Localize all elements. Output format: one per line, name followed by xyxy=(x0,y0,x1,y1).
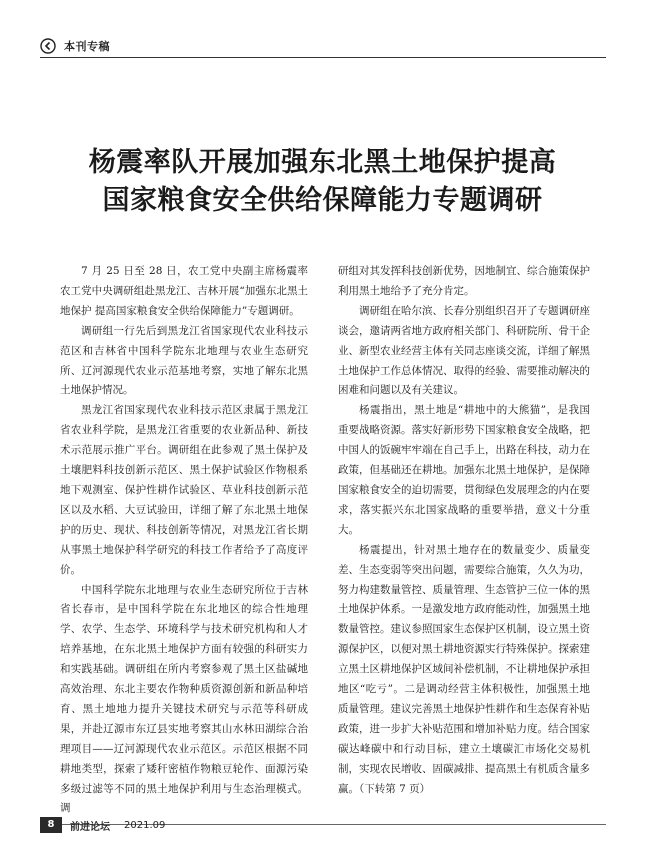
right-column xyxy=(338,262,590,799)
section-label: 本刊专稿 xyxy=(64,40,110,53)
section-header xyxy=(40,38,110,54)
paragraph-continuation: 研组对其发挥科技创新优势，因地制宜、综合施策保护利用黑土地给予了充分肯定。 xyxy=(338,265,590,297)
left-column xyxy=(60,262,308,819)
paragraph: 黑龙江省国家现代农业科技示范区隶属于黑龙江省农业科学院，是黑龙江省重要的农业新品种、新技术示范展示推广平台。调研组在此参观了黑土保护及土壤肥料科技创新示范区、黑土保护试验区作物根系地下观测室、保护性耕作试验区、草业科技创新示范区以及水稻、大豆试验田，详细了解了东北黑土地保护的历史、现状、科技创新等情况，对黑龙江省长期从事黑土地保护科学研究的科技工作者给予了高度评价。 xyxy=(60,404,308,576)
article-title-line-2: 国家粮食安全供给保障能力专题调研 xyxy=(102,185,543,216)
article-title-line-1: 杨震率队开展加强东北黑土地保护提高 xyxy=(88,147,557,178)
paragraph: 7 月 25 日至 28 日，农工党中央副主席杨震率农工党中央调研组赴黑龙江、吉林开展“加强东北黑土地保护 提高国家粮食安全供给保障能力”专题调研。 xyxy=(60,265,308,317)
paragraph: 调研组一行先后到黑龙江省国家现代农业科技示范区和吉林省中国科学院东北地理与农业生态研究所、辽河源现代农业示范基地考察，实地了解东北黑土地保护情况。 xyxy=(60,324,308,397)
paragraph: 中国科学院东北地理与农业生态研究所位于吉林省长春市，是中国科学院在东北地区的综合性地理学、农学、生态学、环境科学与技术研究机构和人才培养基地，在东北黑土地保护方面有较强的科研实力和实践基础。调研组在所内考察参观了黑土区盐碱地高效治理、东北主要农作物种质资源创新和新品种培育、黑土地地力提升关键技术研究与示范等科研成果，并赴辽源市东辽县实地考察其山水林田湖综合治理项目——辽河源现代农业示范区。示范区根据不同耕地类型，探索了矮秆密植作物粮豆轮作、面源污染多级过滤等不同的黑土地保护利用与生态治理模式。调 xyxy=(60,583,308,815)
paragraph: 调研组在哈尔滨、长春分别组织召开了专题调研座谈会，邀请两省地方政府相关部门、科研院所、骨干企业、新型农业经营主体有关同志座谈交流，详细了解黑土地保护工作总体情况、取得的经验、需要推动解决的困难和问题以及有关建议。 xyxy=(338,304,590,397)
section-arrow-icon xyxy=(40,38,56,54)
page-number: 8 xyxy=(40,817,62,833)
paragraph: 杨震提出，针对黑土地存在的数量变少、质量变差、生态变弱等突出问题，需要综合施策，久久为功，努力构建数量管控、质量管理、生态管护三位一体的黑土地保护体系。一是激发地方政府能动性，加强黑土地数量管控。建议参照国家生态保护区机制，设立黑土资源保护区，以便对黑土耕地资源实行特殊保护。探索建立黑土区耕地保护区域间补偿机制，不让耕地保护承担地区“吃亏”。二是调动经营主体积极性，加强黑土地质量管理。建议完善黑土地保护性耕作和生态保育补贴政策，进一步扩大补贴范围和增加补贴力度。结合国家碳达峰碳中和行动目标，建立土壤碳汇市场化交易机制，实现农民增收、固碳减排、提高黑土有机质含量多赢。（下转第 7 页） xyxy=(338,543,590,795)
header-divider xyxy=(40,57,606,58)
journal-name: 前进论坛 xyxy=(70,821,110,833)
issue-number: 2021.09 xyxy=(124,819,166,831)
paragraph: 杨震指出，黑土地是“耕地中的大熊猫”，是我国重要战略资源。落实好新形势下国家粮食安全战略，把中国人的饭碗牢牢端在自己手上，出路在科技，动力在政策，但基础还在耕地。加强东北黑土地保护，是保障国家粮食安全的迫切需要，贯彻绿色发展理念的内在要求，落实振兴东北国家战略的重要举措，意义十分重大。 xyxy=(338,404,590,536)
page-footer xyxy=(40,815,165,835)
